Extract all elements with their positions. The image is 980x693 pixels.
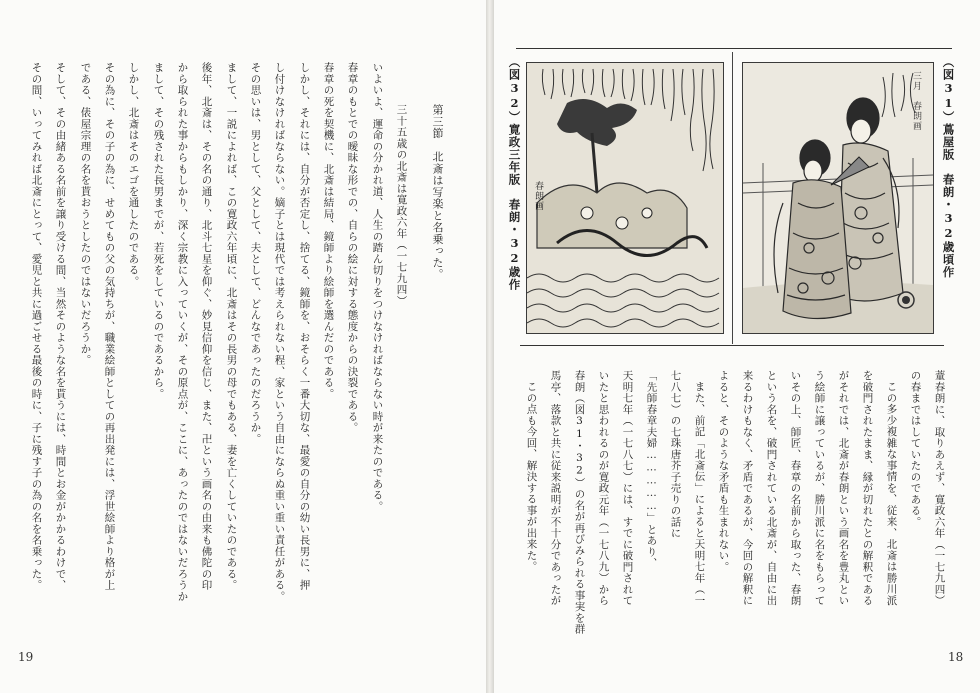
body-column: また、前記「北斎伝」によると天明七年（一 — [693, 381, 706, 606]
figure-divider — [732, 52, 733, 344]
body-column: そして、その由緒ある名前を譲り受ける間、当然そのような名を貰うには、時間とお金がかかるわけで、 — [54, 62, 67, 591]
body-column: この点も今回、解決する事が出来た。 — [525, 381, 538, 573]
body-column: この多少複雑な事情を、従来、北斎は勝川派 — [885, 381, 898, 606]
body-column: 三十五歳の北斎は寛政六年（一七九四） — [395, 104, 408, 307]
body-column: である、俵屋宗理の名を貰おうとしたのではないだろうか。 — [79, 62, 92, 366]
figure-top-rule — [516, 48, 952, 49]
body-column: 蕫春朗に、取りあえず、寛政六年（一七九四） — [933, 370, 946, 607]
figure-32-signature: 春朗画 — [533, 181, 543, 211]
body-column: を破門されたまま、縁が切れたとの解釈である — [861, 370, 874, 607]
body-column: その思いは、男として、父として、夫として、どんなであったのだろうか。 — [249, 62, 262, 445]
body-column: 馬亭、落款と共に従来説明が不十分であったが — [549, 370, 562, 607]
body-column: 後年、北斎は、その名の通り、北斗七星を仰ぐ、妙見信仰を信じ、また、卍という画名の由来も佛陀の印 — [200, 62, 213, 591]
section-heading: 第三節 北斎は写楽と名乗った。 — [431, 104, 444, 281]
body-column: 春朗（図31・32）の名が再びみられる事実を群 — [573, 370, 586, 635]
body-column: まして、一説によれば、この寛政六年頃に、北斎はその長男の母でもある、妻を亡くしていたのである。 — [225, 62, 238, 591]
body-column: 来るわけもなく、矛盾であるが、今回の解釈に — [741, 370, 754, 607]
figure-32-illustration — [527, 63, 723, 333]
figure-31-caption: （図31）蔦屋版 春朗・32歳頃作 — [941, 56, 956, 279]
page-number: 19 — [18, 650, 34, 664]
body-column: 天明七年（一七八七）には、すでに破門されて — [621, 370, 634, 607]
body-column: 春章のもとでの曖昧な形での、自らの絵に対する態度からの決裂である。 — [346, 62, 359, 434]
book-gutter — [486, 0, 494, 693]
left-page — [0, 0, 486, 693]
body-column: がそれでは、北斎が春朗という画名を豊丸とい — [837, 370, 850, 607]
figure-31-print-inscription: 三月 春朗画 — [911, 71, 921, 131]
figure-31-calligraphy — [863, 69, 923, 139]
body-column: しかし、それには、自分が否定し、捨てる、鏡師を、おそらく一番大切な、最愛の自分の幼い長男に、押 — [298, 62, 311, 591]
body-column: その為に、その子の為に、せめてもの父の気持ちが、職業絵師としての再出発には、浮世絵師より格が上 — [103, 62, 116, 591]
body-column: よると、そのような矛盾も生まれない。 — [717, 370, 730, 573]
body-column: 七八七）の七珠唐芥子売りの話に — [669, 370, 682, 539]
body-column: し付けなければならない。嫡子とは現代では考えられない程、家という自由にならぬ重い重い責任がある。 — [273, 62, 286, 602]
figure-31-print — [742, 62, 934, 334]
figure-32-print — [526, 62, 724, 334]
body-column: の春まではしていたのである。 — [909, 370, 922, 528]
body-column: まして、その残された長男までが、若死をしているのであるから。 — [152, 62, 165, 400]
body-column: 「先師春章夫婦……………」とあり、 — [645, 370, 658, 569]
body-column: という名を、破門されている北斎が、自由に出 — [765, 370, 778, 607]
body-column: その間、いってみれば北斎にとって、愛児と共に過ごせる最後の時に、子に残す子の為の名を名乗った。 — [30, 62, 43, 591]
figure-32-caption: （図32）寛政三年版 春朗・32歳作 — [507, 56, 522, 291]
body-column: う絵師に譲っているが、勝川派に名をもらって — [813, 370, 826, 607]
body-column: 春章の死を契機に、北斎は結局、鏡師より絵師を選んだのである。 — [322, 62, 335, 400]
body-column: いその上、師匠、春章の名前から取った、春朗 — [789, 370, 802, 607]
body-column: いよいよ、運命の分かれ道、人生の踏ん切りをつけなければならない時が来たのである。 — [371, 62, 384, 512]
body-column: しかし、北斎はそのエゴを通したのである。 — [127, 62, 140, 287]
body-column: から取られた事からもしかり、深く宗教に入っていくが、その原点が、ここに、あったのではないだろうか — [176, 62, 189, 602]
figure-bottom-rule — [520, 345, 944, 346]
body-column: いたと思われるのが寛政元年（一七八九）から — [597, 370, 610, 607]
page-number: 18 — [948, 650, 964, 664]
